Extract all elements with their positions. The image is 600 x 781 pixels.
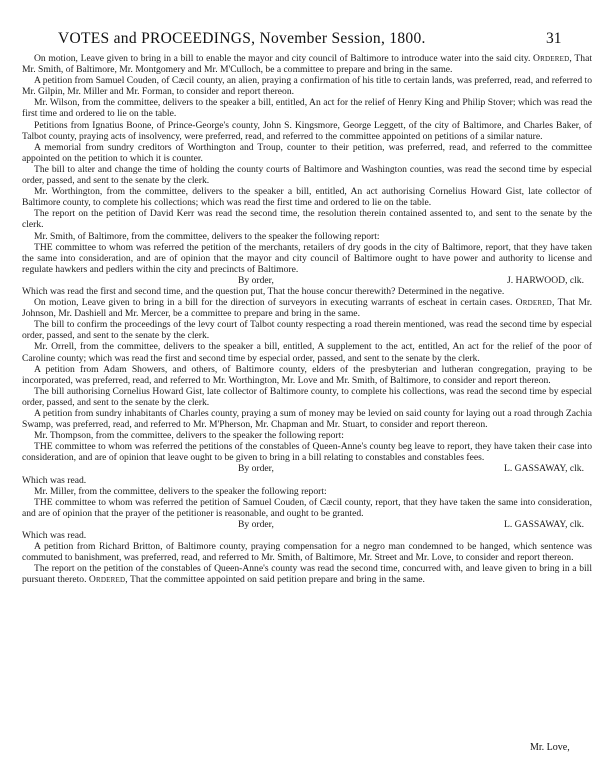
- paragraph: On motion, Leave given to bring in a bill to enable the mayor and city council of Baltimore to introduce water into the said city. Ordered, That Mr. Smith, of Baltimore, Mr. Montgomery and Mr. M'Culloch, be a committee to prepare and bring in the same.: [22, 53, 592, 76]
- page-number: 31: [546, 30, 562, 47]
- paragraph: On motion, Leave given to bring in a bill for the direction of surveyors in executing warrants of escheat in certain cases. Ordered, That Mr. Johnson, Mr. Dashiell and Mr. Mercer, be a committee to prepare and bring in the same.: [22, 297, 592, 320]
- paragraph: The bill authorising Cornelius Howard Gist, late collector of Baltimore county, to complete his collections, was read the second time by especial order, passed, and sent to the senate by the clerk.: [22, 385, 592, 408]
- signature-line: [22, 275, 592, 286]
- paragraph: A petition from Adam Showers, and others, of Baltimore county, elders of the presbyterian and lutheran congregation, praying to be incorporated, was preferred, read, and referred to Mr. Worthington, Mr. Love and Mr. Smith, of Baltimore, to consider and report thereon.: [22, 363, 592, 386]
- paragraph: A petition from Richard Britton, of Baltimore county, praying compensation for a negro man condemned to be hanged, which sentence was commuted to banishment, was preferred, read, and referred to Mr. Smith, of Baltimore, Mr. Street and Mr. Love, to consider and report thereon.: [22, 541, 592, 564]
- paragraph: The report on the petition of the constables of Queen-Anne's county was read the second time, concurred with, and leave given to bring in a bill pursuant thereto. Ordered, That the committee appointed on said petition prepare and bring in the same.: [22, 563, 592, 586]
- clerk-signature: L. GASSAWAY, clk.: [504, 463, 584, 475]
- paragraph: A petition from Samuel Couden, of Cæcil county, an alien, praying a confirmation of his title to certain lands, was preferred, read, and referred to Mr. Gilpin, Mr. Miller and Mr. Forman, to consider and report thereon.: [22, 75, 592, 98]
- committee-report: THE committee to whom was referred the petitions of the constables of Queen-Anne's county beg leave to report, they have taken their case into consideration, and are of opinion that leave ought to be given to bring in a bill relating to constables and constables fees.: [22, 441, 592, 464]
- paragraph: Which was read.: [22, 530, 87, 542]
- paragraph: The bill to alter and change the time of holding the county courts of Baltimore and Washington counties, was read the second time by especial order, passed, and sent to the senate by the clerk.: [22, 163, 592, 187]
- paragraph: Mr. Worthington, from the committee, delivers to the speaker a bill, entitled, An act authorising Cornelius Howard Gist, late collector of Baltimore county, to complete his collections; which was read the first time and ordered to lie on the table.: [22, 186, 592, 209]
- by-order-label: By order,: [238, 518, 274, 530]
- committee-report: THE committee to whom was referred the petition of the merchants, retailers of dry goods in the city of Baltimore, report, that they have taken the same into consideration, and are of opinion that the mayor and city council of Baltimore ought to have power and authority to license and regulate hawkers and pedlers within the city and precincts of Baltimore.: [22, 241, 592, 275]
- paragraph: Which was read.: [22, 474, 87, 486]
- paragraph: The bill to confirm the proceedings of the levy court of Talbot county respecting a road therein mentioned, was read the second time by especial order, passed, and sent to the senate by the clerk.: [22, 319, 592, 342]
- catchword: Mr. Love,: [530, 742, 570, 753]
- paragraph: Mr. Orrell, from the committee, delivers to the speaker a bill, entitled, A supplement to the act, entitled, An act for the relief of the poor of Caroline county; which was read the first and second time by especial order, passed, and sent to the senate by the clerk.: [22, 341, 592, 364]
- by-order-label: By order,: [238, 463, 274, 475]
- paragraph: Petitions from Ignatius Boone, of Prince-George's county, John S. Kingsmore, George Leggett, of the city of Baltimore, and Charles Baker, of Talbot county, praying acts of insolvency, were preferred, read, and referred to the committee appointed on petitions of a similar nature.: [22, 119, 592, 142]
- signature-line: [22, 519, 592, 530]
- clerk-signature: J. HARWOOD, clk.: [506, 274, 584, 286]
- paragraph: Mr. Thompson, from the committee, delivers to the speaker the following report:: [34, 430, 344, 442]
- paragraph: The report on the petition of David Kerr was read the second time, the resolution therein contained assented to, and sent to the senate by the clerk.: [22, 208, 592, 231]
- by-order-label: By order,: [238, 274, 274, 286]
- paragraph: Mr. Wilson, from the committee, delivers to the speaker a bill, entitled, An act for the relief of Henry King and Philip Stover; which was read the first time and ordered to lie on the table.: [22, 97, 592, 120]
- paragraph: Mr. Miller, from the committee, delivers to the speaker the following report:: [34, 485, 327, 497]
- paragraph: Mr. Smith, of Baltimore, from the committee, delivers to the speaker the following report:: [34, 230, 380, 242]
- committee-report: THE committee to whom was referred the petition of Samuel Couden, of Cæcil county, report, that they have taken the same into consideration, and are of opinion that the prayer of the petitioner is reasonable, and ought to be granted.: [22, 496, 592, 519]
- signature-line: [22, 463, 592, 474]
- clerk-signature: L. GASSAWAY, clk.: [504, 518, 584, 530]
- body-text: [22, 53, 592, 586]
- paragraph: Which was read the first and second time, and the question put, That the house concur therewith? Determined in the negative.: [22, 285, 505, 297]
- running-head-title: VOTES and PROCEEDINGS, November Session, 1800.: [58, 30, 426, 47]
- paragraph: A petition from sundry inhabitants of Charles county, praying a sum of money may be levied on said county for laying out a road through Zachia Swamp, was preferred, read, and referred to Mr. M'Pherson, Mr. Chapman and Mr. Stuart, to consider and report thereon.: [22, 408, 592, 431]
- paragraph: A memorial from sundry creditors of Worthington and Troup, counter to their petition, was preferred, read, and referred to the committee appointed on the petition to which it is counter.: [22, 141, 592, 164]
